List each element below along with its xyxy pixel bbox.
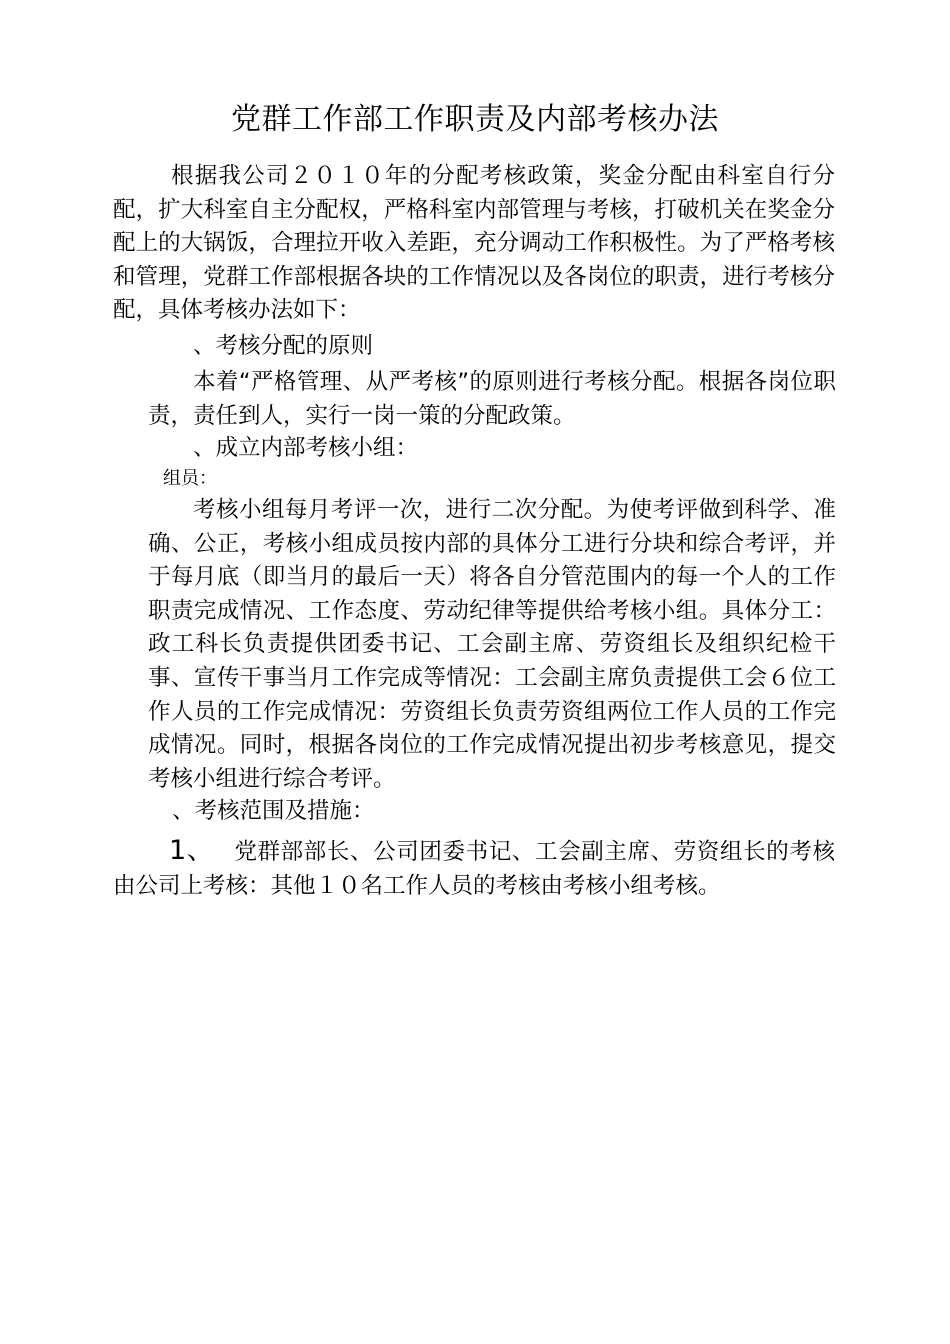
- group-paragraph: 考核小组每月考评一次，进行二次分配。为使考评做到科学、准确、公正，考核小组成员按内部的具体分工进行分块和综合考评，并于每月底（即当月的最后一天）将各自分管范围内的每一个人的工作职责完成情况、工作态度、劳动纪律等提供给考核小组。具体分工：政工科长负责提供团委书记、工会副主席、劳资组长及组织纪检干事、宣传干事当月工作完成等情况：工会副主席负责提供工会６位工作人员的工作完成情况：劳资组长负责劳资组两位工作人员的工作完成情况。同时，根据各岗位的工作完成情况提出初步考核意见，提交考核小组进行综合考评。: [148, 497, 836, 792]
- section-heading-group: 、成立内部考核小组：: [193, 435, 419, 461]
- group-members-label: 组员：: [163, 468, 217, 489]
- principle-paragraph: 本着“严格管理、从严考核”的原则进行考核分配。根据各岗位职责，责任到人，实行一岗一策的分配政策。: [148, 369, 836, 429]
- section-heading-scope: 、考核范围及措施：: [172, 798, 375, 824]
- scope-item-1-text: 党群部部长、公司团委书记、工会副主席、劳资组长的考核由公司上考核：其他１０名工作人员的考核由考核小组考核。: [113, 839, 835, 899]
- document-title: 党群工作部工作职责及内部考核办法: [231, 102, 719, 137]
- scope-item-1-number: 1、: [169, 835, 215, 866]
- scope-item-1: [113, 834, 835, 903]
- intro-paragraph: 根据我公司２０１０年的分配考核政策，奖金分配由科室自行分配，扩大科室自主分配权，严格科室内部管理与考核，打破机关在奖金分配上的大锅饭，合理拉开收入差距，充分调动工作积极性。为了严格考核和管理，党群工作部根据各块的工作情况以及各岗位的职责，进行考核分配，具体考核办法如下：: [113, 163, 835, 324]
- section-heading-principle: 、考核分配的原则: [193, 333, 374, 359]
